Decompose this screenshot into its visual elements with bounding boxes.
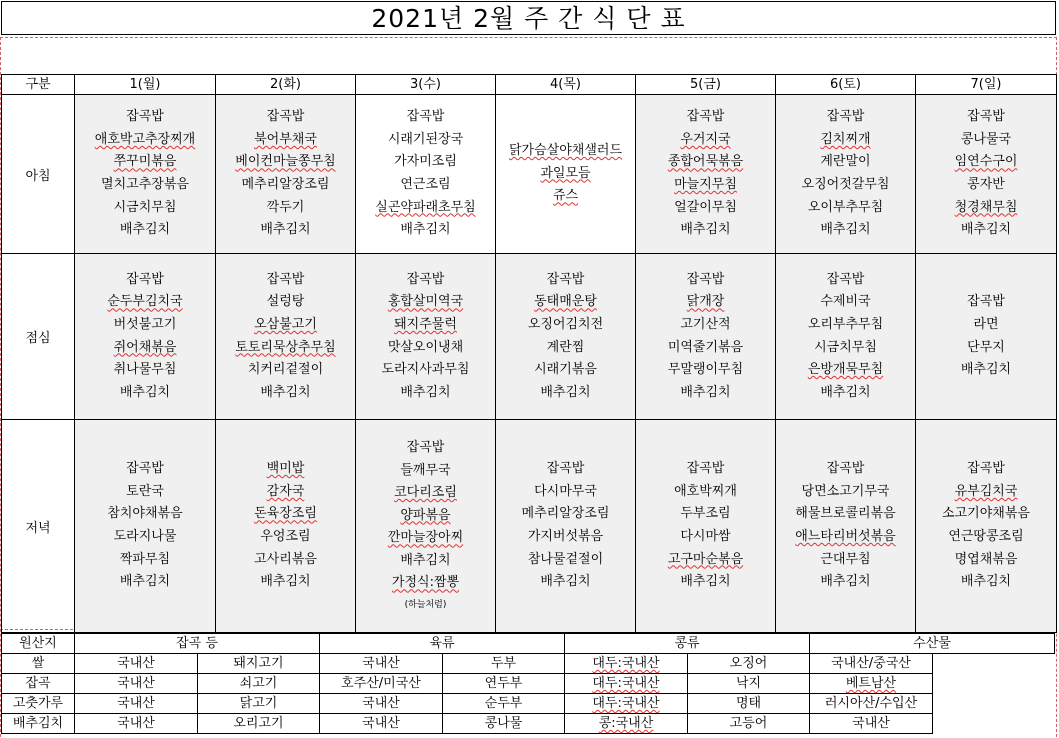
origin-country[interactable]: 국내산/중국산 [810, 654, 933, 674]
menu-item: 소고기야채볶음 [942, 506, 1030, 522]
meal-row-lunch [2, 254, 1057, 420]
menu-item: 쥬스 [552, 188, 579, 204]
menu-cell-content [636, 458, 775, 594]
menu-cell[interactable] [636, 95, 776, 254]
menu-cell-content [356, 437, 495, 615]
menu-item: 토토리묵상추무침 [235, 339, 336, 355]
origin-country[interactable]: 베트남산 [810, 674, 933, 694]
menu-cell[interactable] [75, 254, 216, 420]
menu-item: 잡곡밥 [826, 461, 865, 477]
menu-item: 마늘지무침 [674, 177, 737, 192]
header-corner: 구분 [2, 75, 75, 95]
menu-item: 우거지국 [680, 131, 731, 147]
menu-item: 배추김치 [960, 362, 1012, 378]
menu-item: 시금치무침 [814, 339, 877, 355]
menu-cell-content [356, 269, 495, 405]
menu-item: 고구마순볶음 [667, 551, 744, 567]
menu-item: 설렁탕 [266, 294, 305, 310]
menu-item: 종합어묵볶음 [667, 154, 744, 170]
menu-item: 깍두기 [266, 199, 305, 215]
menu-item: 콩자반 [967, 177, 1005, 192]
menu-item: 실곤약파래초무침 [375, 199, 476, 215]
menu-item: 연근조림 [400, 177, 451, 192]
origin-ingredient[interactable]: 오징어 [688, 654, 810, 674]
day-header[interactable]: 1(월) [75, 75, 216, 95]
menu-item: 닭개장 [686, 294, 725, 310]
menu-item: 무말랭이무침 [667, 362, 744, 378]
menu-cell-content [496, 269, 635, 405]
menu-cell-content [916, 106, 1056, 242]
menu-cell[interactable] [496, 95, 636, 254]
origin-country[interactable]: 국내산 [320, 694, 443, 714]
origin-country[interactable]: 콩:국내산 [565, 714, 688, 734]
origin-row [2, 654, 1055, 674]
menu-cell-content [216, 106, 355, 242]
menu-cell[interactable] [496, 254, 636, 420]
menu-cell[interactable] [636, 420, 776, 633]
origin-group-header[interactable]: 콩류 [565, 634, 810, 654]
menu-item: 배추김치 [680, 574, 731, 590]
menu-item: 임연수구이 [954, 154, 1018, 170]
menu-item: 은방개묵무침 [807, 362, 884, 378]
menu-item: 김치찌개 [820, 131, 871, 147]
menu-item: 잡곡밥 [126, 109, 164, 125]
menu-cell[interactable] [916, 420, 1057, 633]
menu-cell-content [496, 458, 635, 594]
menu-item: 북어부채국 [254, 131, 317, 147]
menu-item: 잡곡밥 [406, 109, 445, 125]
origin-group-header[interactable]: 잡곡 등 [75, 634, 320, 654]
menu-item: 잡곡밥 [546, 271, 585, 287]
menu-cell-content [636, 269, 775, 405]
origin-label[interactable]: 원산지 [2, 634, 75, 654]
menu-cell[interactable] [636, 254, 776, 420]
meal-row-dinner [2, 420, 1057, 633]
menu-cell[interactable] [75, 95, 216, 254]
menu-item: 홍합살미역국 [387, 294, 464, 310]
origin-country[interactable]: 호주산/미국산 [320, 674, 443, 694]
meal-label[interactable]: 점심 [2, 254, 75, 420]
menu-cell[interactable] [356, 95, 496, 254]
menu-item: 양파볶음 [400, 507, 451, 523]
menu-item: 잡곡밥 [546, 461, 585, 477]
menu-item: 애호박찌개 [674, 483, 737, 499]
weekly-menu-table [1, 74, 1057, 633]
menu-cell[interactable] [776, 420, 916, 633]
menu-item: 짝파무침 [119, 551, 171, 567]
menu-item: 잡곡밥 [967, 461, 1005, 477]
menu-item: 배추김치 [960, 574, 1012, 590]
menu-cell[interactable] [216, 420, 356, 633]
menu-cell-content [916, 291, 1056, 381]
menu-item: 배추김치 [820, 384, 871, 400]
origin-country[interactable]: 국내산 [810, 714, 933, 734]
menu-cell-content [916, 458, 1056, 594]
menu-item: 계란말이 [820, 154, 871, 170]
menu-cell-content [776, 106, 915, 242]
menu-item: 베이컨마늘쫑무침 [235, 154, 336, 170]
menu-item: 가자미조림 [394, 154, 457, 170]
day-header[interactable]: 5(금) [636, 75, 776, 95]
header-row [2, 75, 1057, 95]
origin-ingredient[interactable]: 순두부 [443, 694, 565, 714]
menu-item: 애느타리버섯볶음 [795, 529, 896, 544]
menu-item: 오징어김치전 [527, 316, 604, 332]
menu-item: 잡곡밥 [126, 461, 164, 477]
menu-item: 수제비국 [820, 294, 871, 310]
menu-item: 배추김치 [400, 222, 451, 238]
menu-item: 동태매운탕 [534, 294, 597, 310]
menu-cell[interactable] [916, 95, 1057, 254]
menu-item: 시래기볶음 [534, 362, 597, 378]
menu-item: 잡곡밥 [686, 271, 725, 287]
menu-item: 배추김치 [960, 222, 1012, 238]
menu-item: 도라지나물 [113, 529, 177, 544]
menu-item: 연근땅콩조림 [948, 529, 1024, 544]
menu-item: 배추김치 [260, 222, 311, 238]
origin-ingredient[interactable]: 명태 [688, 694, 810, 714]
menu-item: 잡곡밥 [686, 461, 725, 477]
menu-cell-content [75, 269, 215, 405]
origin-ingredient[interactable]: 닭고기 [198, 694, 320, 714]
menu-item: 오리부추무침 [807, 316, 884, 332]
meal-row-breakfast [2, 95, 1057, 254]
meal-label[interactable]: 저녁 [2, 420, 75, 633]
menu-item: 청경채무침 [954, 199, 1018, 215]
menu-item: 잡곡밥 [266, 109, 305, 125]
menu-item: 잡곡밥 [266, 271, 305, 287]
origin-ingredient[interactable]: 오리고기 [198, 714, 320, 734]
menu-item: 콩나물국 [960, 131, 1012, 147]
menu-item: 두부조림 [680, 506, 731, 522]
origin-ingredient[interactable]: 고등어 [688, 714, 810, 734]
origin-group-header[interactable]: 수산물 [810, 634, 1055, 654]
menu-item: 배추김치 [820, 222, 871, 238]
menu-item: 시래기된장국 [387, 131, 464, 147]
menu-item: 다시마무국 [534, 483, 597, 499]
menu-item: 잡곡밥 [406, 439, 445, 455]
menu-item: 돈육장조림 [254, 506, 317, 522]
menu-item: 근대무침 [820, 551, 871, 567]
menu-item: 배추김치 [119, 222, 171, 238]
menu-cell-content [496, 140, 635, 208]
origin-ingredient[interactable]: 쌀 [2, 654, 75, 674]
menu-item: 감자국 [266, 483, 305, 499]
origin-rows [2, 654, 1055, 734]
day-header[interactable]: 4(목) [496, 75, 636, 95]
menu-item: 잡곡밥 [826, 109, 865, 125]
menu-cell[interactable] [916, 254, 1057, 420]
menu-item: 닭가슴살야채샐러드 [508, 143, 623, 159]
menu-item: 배추김치 [820, 574, 871, 590]
menu-item: 참치야채볶음 [107, 506, 183, 522]
menu-cell-content [75, 106, 215, 242]
origin-ingredient[interactable]: 쇠고기 [198, 674, 320, 694]
menu-item: 잡곡밥 [126, 271, 164, 287]
origin-ingredient[interactable]: 두부 [443, 654, 565, 674]
menu-item: 잡곡밥 [967, 294, 1005, 310]
menu-item: 토란국 [126, 483, 164, 499]
day-header[interactable]: 3(수) [356, 75, 496, 95]
menu-cell-content [216, 269, 355, 405]
menu-cell-content [776, 458, 915, 594]
origin-ingredient[interactable]: 잡곡 [2, 674, 75, 694]
menu-item: 잡곡밥 [406, 271, 445, 287]
origin-country[interactable]: 러시아산/수입산 [810, 694, 933, 714]
menu-item: 배추김치 [400, 384, 451, 400]
menu-item: 잡곡밥 [967, 109, 1005, 125]
menu-item: 시금치무침 [113, 199, 177, 215]
day-header[interactable]: 6(토) [776, 75, 916, 95]
origin-country[interactable]: 대두:국내산 [565, 654, 688, 674]
origin-ingredient[interactable]: 고춧가루 [2, 694, 75, 714]
origin-country[interactable]: 국내산 [320, 714, 443, 734]
menu-item: 고기산적 [680, 316, 731, 332]
menu-item: 배추김치 [260, 384, 311, 400]
menu-item: 돼지주물럭 [394, 316, 457, 332]
menu-item: 가정식:짬뽕 [391, 575, 460, 591]
menu-cell-content [356, 106, 495, 242]
menu-item: 얼갈이무침 [674, 199, 737, 215]
menu-cell[interactable] [776, 95, 916, 254]
menu-item: 참나물겉절이 [527, 551, 604, 567]
menu-item: 배추김치 [119, 384, 171, 400]
page-break-line [0, 37, 1057, 38]
menu-item: 메추리알장조림 [521, 506, 610, 522]
origin-country[interactable]: 대두:국내산 [565, 694, 688, 714]
menu-cell-content [776, 269, 915, 405]
menu-cell[interactable] [216, 95, 356, 254]
origin-ingredient[interactable]: 돼지고기 [198, 654, 320, 674]
origin-ingredient[interactable]: 배추김치 [2, 714, 75, 734]
menu-item: 치커리겉절이 [247, 362, 324, 378]
menu-item: 다시마쌈 [680, 529, 731, 544]
menu-item: 버섯불고기 [113, 316, 177, 332]
menu-item: 도라지사과무침 [381, 362, 470, 378]
menu-item: 명엽채볶음 [954, 551, 1018, 567]
page-title: 2021년 2월 주 간 식 단 표 [1, 1, 1056, 35]
menu-item: 배추김치 [119, 574, 171, 590]
menu-item: 순두부김치국 [107, 294, 183, 310]
menu-item: 메추리알장조림 [241, 177, 330, 192]
menu-cell[interactable] [356, 254, 496, 420]
origin-row [2, 694, 1055, 714]
origin-country[interactable]: 국내산 [75, 694, 198, 714]
menu-item: 배추김치 [400, 552, 451, 568]
menu-item: 백미밥 [266, 461, 305, 477]
menu-item: 깐마늘장아찌 [387, 530, 464, 546]
menu-item: 당면소고기무국 [801, 483, 890, 499]
menu-cell[interactable] [356, 420, 496, 633]
menu-item: 고사리볶음 [254, 551, 317, 567]
origin-row [2, 674, 1055, 694]
day-header[interactable]: 7(일) [916, 75, 1057, 95]
menu-item: 배추김치 [540, 384, 591, 400]
menu-item: 쥐어채볶음 [113, 339, 177, 355]
origin-ingredient[interactable]: 낙지 [688, 674, 810, 694]
origin-row [2, 714, 1055, 734]
menu-item: 해물브로콜리볶음 [795, 506, 896, 522]
origin-country[interactable]: 국내산 [75, 714, 198, 734]
origin-country[interactable]: 국내산 [75, 674, 198, 694]
origin-ingredient[interactable]: 연두부 [443, 674, 565, 694]
menu-item: 맛살오이냉채 [387, 339, 464, 355]
menu-item: 배추김치 [540, 574, 591, 590]
menu-item: 오징어젓갈무침 [801, 177, 890, 192]
menu-item: 오이부추무침 [807, 199, 884, 215]
menu-item: 과일모듬 [540, 165, 591, 181]
origin-country[interactable]: 대두:국내산 [565, 674, 688, 694]
menu-item: 배추김치 [680, 384, 731, 400]
menu-item: 쭈꾸미볶음 [113, 154, 177, 170]
menu-item: 우엉조림 [260, 529, 311, 544]
menu-item: 단무지 [967, 339, 1005, 355]
menu-item: 유부김치국 [954, 483, 1018, 499]
menu-item: 미역줄기볶음 [667, 339, 744, 355]
menu-cell[interactable] [216, 254, 356, 420]
menu-item: 애호박고추장찌개 [94, 131, 196, 147]
menu-cell[interactable] [75, 420, 216, 633]
menu-cell[interactable] [496, 420, 636, 633]
menu-cell-content [216, 458, 355, 594]
menu-item: 잡곡밥 [826, 271, 865, 287]
menu-cell-content [636, 106, 775, 242]
menu-item: 가지버섯볶음 [527, 529, 604, 544]
menu-item: 오삼불고기 [254, 316, 317, 332]
menu-item: 계란찜 [546, 339, 585, 355]
origin-country[interactable]: 국내산 [320, 654, 443, 674]
menu-item: 배추김치 [680, 222, 731, 238]
origin-ingredient[interactable]: 콩나물 [443, 714, 565, 734]
origin-group-header[interactable]: 육류 [320, 634, 565, 654]
menu-item: 코다리조림 [394, 485, 457, 501]
menu-item: 취나물무침 [113, 362, 177, 378]
menu-item: 들깨무국 [400, 462, 451, 478]
menu-cell[interactable] [776, 254, 916, 420]
menu-note: (하늘처럼) [404, 600, 447, 611]
meal-label[interactable]: 아침 [2, 95, 75, 254]
day-header[interactable]: 2(화) [216, 75, 356, 95]
menu-item: 배추김치 [260, 574, 311, 590]
menu-cell-content [75, 458, 215, 594]
menu-item: 잡곡밥 [686, 109, 725, 125]
origin-country[interactable]: 국내산 [75, 654, 198, 674]
menu-item: 라면 [973, 316, 999, 332]
origin-table [1, 633, 1055, 734]
menu-item: 멸치고추장볶음 [101, 177, 189, 192]
